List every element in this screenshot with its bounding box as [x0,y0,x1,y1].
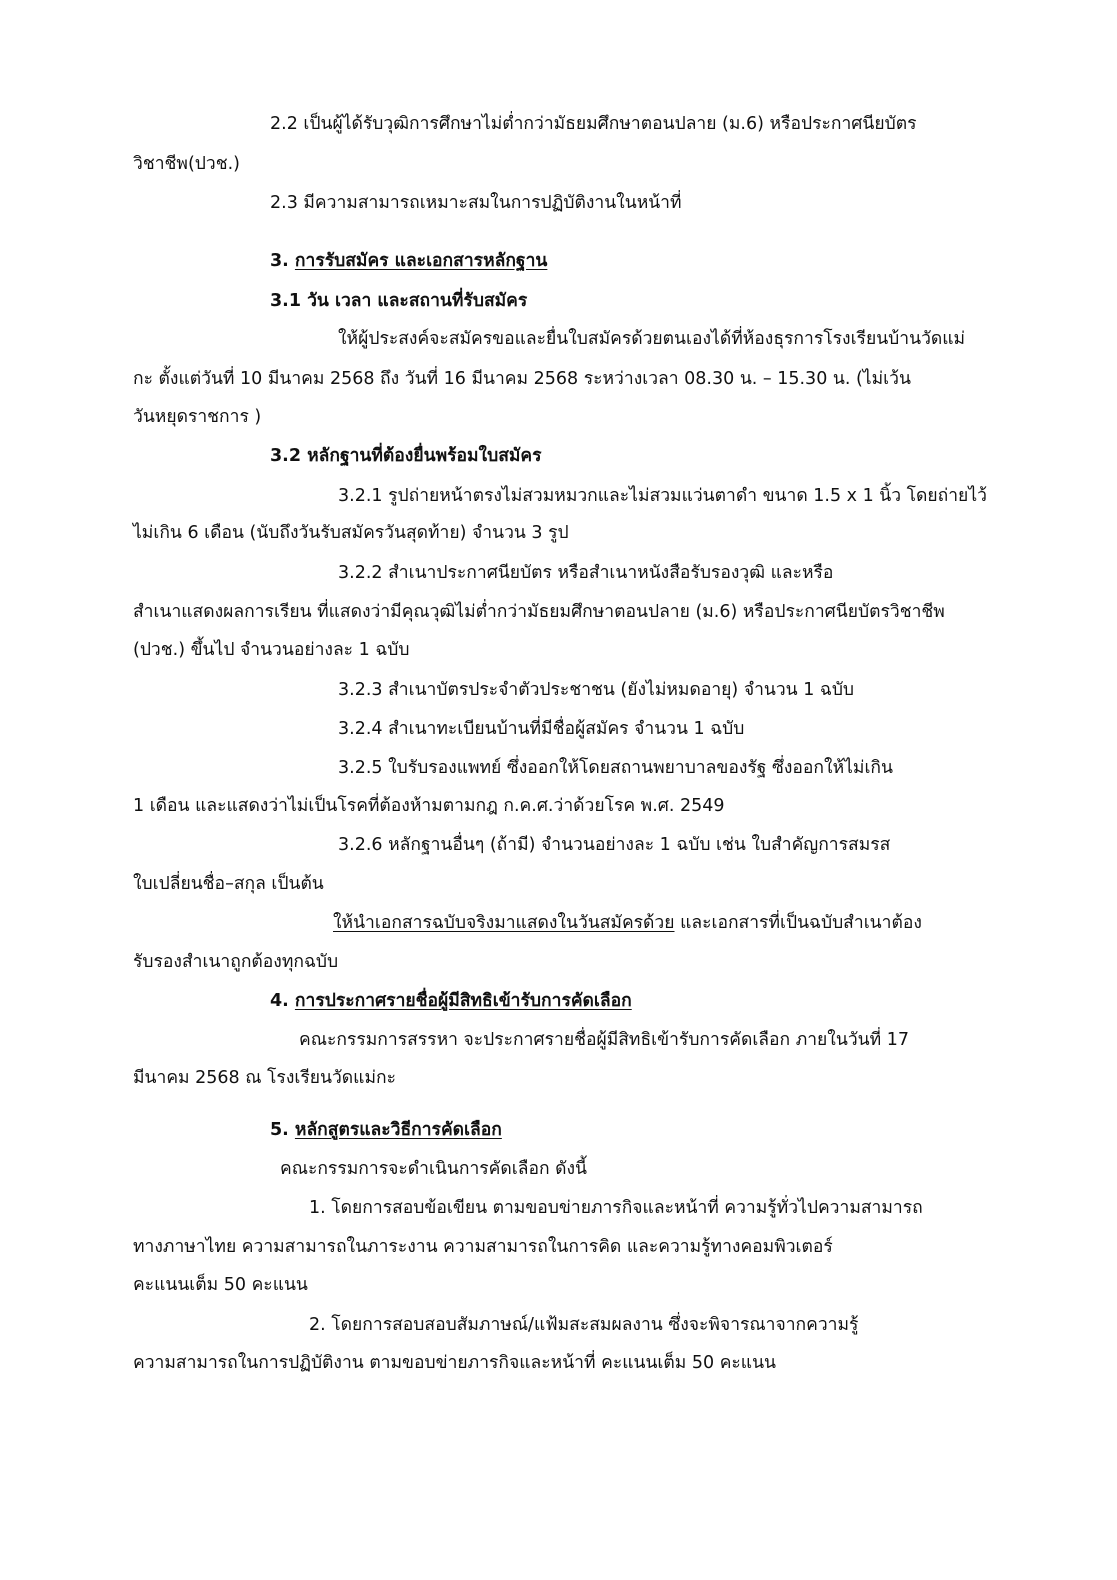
para-3-1-line-3: วันหยุดราชการ ) [133,407,262,427]
method-1-line-3: คะแนนเต็ม 50 คะแนน [133,1275,308,1295]
item-3-2-5-line-2: 1 เดือน และแสดงว่าไม่เป็นโรคที่ต้องห้ามตามกฎ ก.ค.ศ.ว่าด้วยโรค พ.ศ. 2549 [133,796,725,816]
item-2-3: 2.3 มีความสามารถเหมาะสมในการปฏิบัติงานในหน้าที่ [270,193,682,213]
item-3-2-1-line-1: 3.2.1 รูปถ่ายหน้าตรงไม่สวมหมวกและไม่สวมแว่นตาดำ ขนาด 1.5 x 1 นิ้ว โดยถ่ายไว้ [338,486,987,506]
original-docs-note-line-2: รับรองสำเนาถูกต้องทุกฉบับ [133,952,339,972]
section-3-heading [270,247,547,275]
original-docs-note-line-1 [333,909,922,937]
section-4-heading [270,987,632,1015]
para-4-line-2: มีนาคม 2568 ณ โรงเรียนวัดแม่กะ [133,1068,396,1088]
item-3-2-3: 3.2.3 สำเนาบัตรประจำตัวประชาชน (ยังไม่หมดอายุ) จำนวน 1 ฉบับ [338,680,855,700]
subsection-3-2-heading: 3.2 หลักฐานที่ต้องยื่นพร้อมใบสมัคร [270,446,542,466]
section-3-number: 3. [270,251,295,271]
section-3-title: การรับสมัคร และเอกสารหลักฐาน [294,251,548,271]
section-5-number: 5. [270,1120,295,1140]
item-3-2-2-line-3: (ปวช.) ขึ้นไป จำนวนอย่างละ 1 ฉบับ [133,640,410,660]
item-3-2-2-line-2: สำเนาแสดงผลการเรียน ที่แสดงว่ามีคุณวุฒิไม่ต่ำกว่ามัธยมศึกษาตอนปลาย (ม.6) หรือประกาศนียบัตรวิชาชีพ [133,602,945,622]
item-2-2-line-1: 2.2 เป็นผู้ได้รับวุฒิการศึกษาไม่ต่ำกว่ามัธยมศึกษาตอนปลาย (ม.6) หรือประกาศนียบัตร [270,114,917,134]
item-3-2-6-line-1: 3.2.6 หลักฐานอื่นๆ (ถ้ามี) จำนวนอย่างละ 1 ฉบับ เช่น ใบสำคัญการสมรส [338,835,891,855]
method-1-line-2: ทางภาษาไทย ความสามารถในภาระงาน ความสามารถในการคิด และความรู้ทางคอมพิวเตอร์ [133,1237,833,1257]
section-5-heading [270,1116,502,1144]
para-4-line-1: คณะกรรมการสรรหา จะประกาศรายชื่อผู้มีสิทธิเข้ารับการคัดเลือก ภายในวันที่ 17 [299,1030,909,1050]
para-3-1-line-1: ให้ผู้ประสงค์จะสมัครขอและยื่นใบสมัครด้วยตนเองได้ที่ห้องธุรการโรงเรียนบ้านวัดแม่ [338,329,966,349]
item-3-2-5-line-1: 3.2.5 ใบรับรองแพทย์ ซึ่งออกให้โดยสถานพยาบาลของรัฐ ซึ่งออกให้ไม่เกิน [338,758,893,778]
para-5-intro: คณะกรรมการจะดำเนินการคัดเลือก ดังนี้ [280,1159,587,1179]
item-3-2-4: 3.2.4 สำเนาทะเบียนบ้านที่มีชื่อผู้สมัคร จำนวน 1 ฉบับ [338,719,745,739]
section-4-title: การประกาศรายชื่อผู้มีสิทธิเข้ารับการคัดเลือก [294,991,632,1011]
item-3-2-6-line-2: ใบเปลี่ยนชื่อ–สกุล เป็นต้น [133,874,324,894]
method-2-line-2: ความสามารถในการปฏิบัติงาน ตามขอบข่ายภารกิจและหน้าที่ คะแนนเต็ม 50 คะแนน [133,1353,777,1373]
section-4-number: 4. [270,991,295,1011]
section-5-title: หลักสูตรและวิธีการคัดเลือก [294,1120,502,1140]
para-3-1-line-2: กะ ตั้งแต่วันที่ 10 มีนาคม 2568 ถึง วันที่ 16 มีนาคม 2568 ระหว่างเวลา 08.30 น. – 15.30 น. (ไม่เว้น [133,369,911,389]
item-2-2-line-2: วิชาชีพ(ปวช.) [133,154,240,174]
original-docs-rest: และเอกสารที่เป็นฉบับสำเนาต้อง [674,913,922,933]
subsection-3-1-heading: 3.1 วัน เวลา และสถานที่รับสมัคร [270,291,528,311]
method-1-line-1: 1. โดยการสอบข้อเขียน ตามขอบข่ายภารกิจและหน้าที่ ความรู้ทั่วไปความสามารถ [309,1198,923,1218]
item-3-2-1-line-2: ไม่เกิน 6 เดือน (นับถึงวันรับสมัครวันสุดท้าย) จำนวน 3 รูป [133,523,569,543]
item-3-2-2-line-1: 3.2.2 สำเนาประกาศนียบัตร หรือสำเนาหนังสือรับรองวุฒิ และหรือ [338,563,834,583]
method-2-line-1: 2. โดยการสอบสอบสัมภาษณ์/แฟ้มสะสมผลงาน ซึ่งจะพิจารณาจากความรู้ [309,1315,859,1335]
original-docs-emphasis: ให้นำเอกสารฉบับจริงมาแสดงในวันสมัครด้วย [333,913,675,933]
